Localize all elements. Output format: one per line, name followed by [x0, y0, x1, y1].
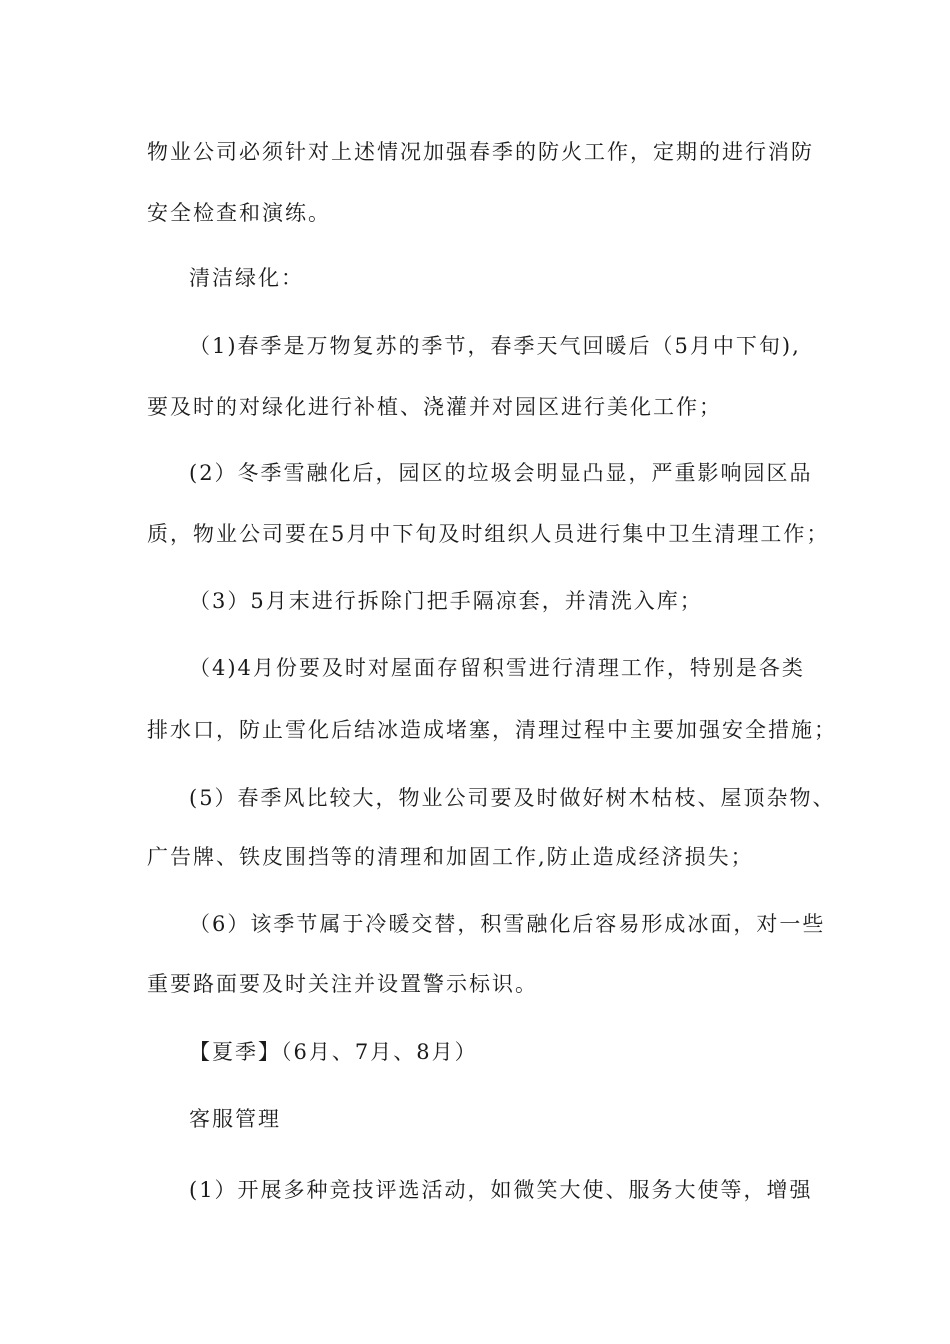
body-text-line: （6）该季节属于冷暖交替，积雪融化后容易形成冰面，对一些 [189, 912, 826, 936]
section-heading: 清洁绿化： [189, 266, 304, 290]
body-text-line: (5）春季风比较大，物业公司要及时做好树木枯枝、屋顶杂物、 [189, 786, 836, 810]
body-text-line: 质，物业公司要在5月中下旬及时组织人员进行集中卫生清理工作； [147, 522, 830, 546]
season-heading: 【夏季】（6月、7月、8月） [189, 1040, 478, 1064]
section-heading: 客服管理 [189, 1107, 281, 1131]
body-text-line: 物业公司必须针对上述情况加强春季的防火工作，定期的进行消防 [147, 140, 814, 164]
body-text-line: (2）冬季雪融化后，园区的垃圾会明显凸显，严重影响园区品 [189, 461, 813, 485]
body-text-line: （3）5月末进行拆除门把手隔凉套，并清洗入库； [189, 589, 703, 613]
body-text-line: 重要路面要及时关注并设置警示标识。 [147, 972, 538, 996]
body-text-line: 要及时的对绿化进行补植、浇灌并对园区进行美化工作； [147, 395, 722, 419]
body-text-line: 广告牌、铁皮围挡等的清理和加固工作,防止造成经济损失； [147, 845, 754, 869]
body-text-line: (1）开展多种竞技评选活动，如微笑大使、服务大使等，增强 [189, 1178, 813, 1202]
body-text-line: （4)4月份要及时对屋面存留积雪进行清理工作，特别是各类 [189, 656, 805, 680]
body-text-line: 排水口，防止雪化后结冰造成堵塞，清理过程中主要加强安全措施； [147, 718, 837, 742]
body-text-line: 安全检查和演练。 [147, 201, 331, 225]
body-text-line: （1)春季是万物复苏的季节，春季天气回暖后（5月中下旬), [189, 334, 801, 358]
